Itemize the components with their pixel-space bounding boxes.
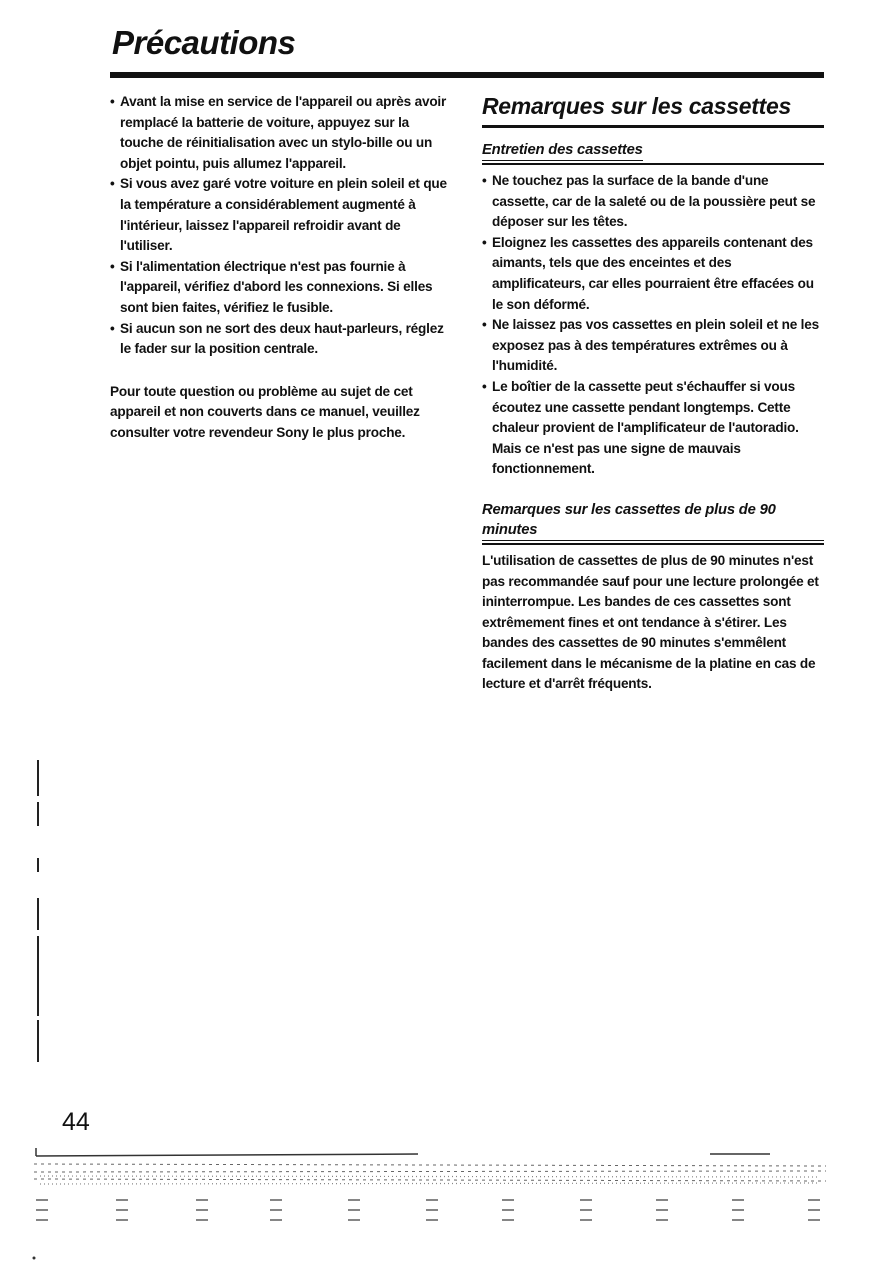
cassette-care-list: [482, 171, 824, 480]
care-item: • Ne touchez pas la surface de la bande d'une cassette, car de la saleté ou de la poussière peut se déposer sur les têtes.: [482, 171, 824, 233]
cassette-care-heading: [482, 140, 824, 165]
scan-artifact-strip: [30, 1148, 830, 1260]
precaution-item: • Si vous avez garé votre voiture en plein soleil et que la température a considérablement augmenté à l'intérieur, laissez l'appareil refroidir avant de l'utiliser.: [110, 174, 455, 256]
margin-mark: [37, 936, 39, 1016]
margin-mark: [37, 802, 39, 826]
precaution-item: • Avant la mise en service de l'appareil ou après avoir remplacé la batterie de voiture, appuyez sur la touche de réinitialisation avec un stylo-bille ou un objet pointu, puis allumez l'appareil.: [110, 92, 455, 174]
page-title: Précautions: [112, 24, 296, 61]
margin-mark: [37, 858, 39, 872]
contact-paragraph: Pour toute question ou problème au sujet de cet appareil et non couverts dans ce manuel, veuillez consulter votre revendeur Sony le plus proche.: [110, 383, 420, 440]
care-item: • Le boîtier de la cassette peut s'échauffer si vous écoutez une cassette pendant longtemps. Cette chaleur provient de l'amplificateur de l'autoradio. Mais ce n'est pas une signe de mauvais fonctionnement.: [482, 377, 824, 480]
left-column: [110, 92, 455, 444]
precaution-item: • Si l'alimentation électrique n'est pas fournie à l'appareil, vérifiez d'abord les connexions. Si elles sont bien faites, vérifiez le fusible.: [110, 257, 455, 319]
right-column: [482, 92, 824, 695]
cassette-care-heading-text: Entretien des cassettes: [482, 140, 643, 161]
long-cassette-body: L'utilisation de cassettes de plus de 90 minutes n'est pas recommandée sauf pour une lecture prolongée et ininterrompue. Les bandes de ces cassettes sont extrêmement fines et ont tendance à s'étirer. Les bandes des cassettes de 90 minutes s'emmêlent facilement dans le mécanisme de la platine en cas de lecture et d'arrêt fréquents.: [482, 552, 819, 692]
long-cassette-heading: [482, 500, 824, 545]
title-rule: [110, 72, 824, 78]
precautions-list: [110, 92, 455, 360]
margin-mark: [37, 898, 39, 930]
long-cassette-heading-text: Remarques sur les cassettes de plus de 90 minutes: [482, 500, 824, 541]
care-item: • Eloignez les cassettes des appareils contenant des aimants, tels que des enceintes et des amplificateurs, car elles pourraient être effacées ou le son déformé.: [482, 233, 824, 315]
precaution-item: • Si aucun son ne sort des deux haut-parleurs, réglez le fader sur la position centrale.: [110, 319, 455, 360]
page-number: 44: [62, 1108, 90, 1136]
margin-mark: [37, 760, 39, 796]
care-item: • Ne laissez pas vos cassettes en plein soleil et ne les exposez pas à des températures extrêmes ou à l'humidité.: [482, 315, 824, 377]
cassette-notes-heading: Remarques sur les cassettes: [482, 92, 824, 128]
margin-mark: [37, 1020, 39, 1062]
